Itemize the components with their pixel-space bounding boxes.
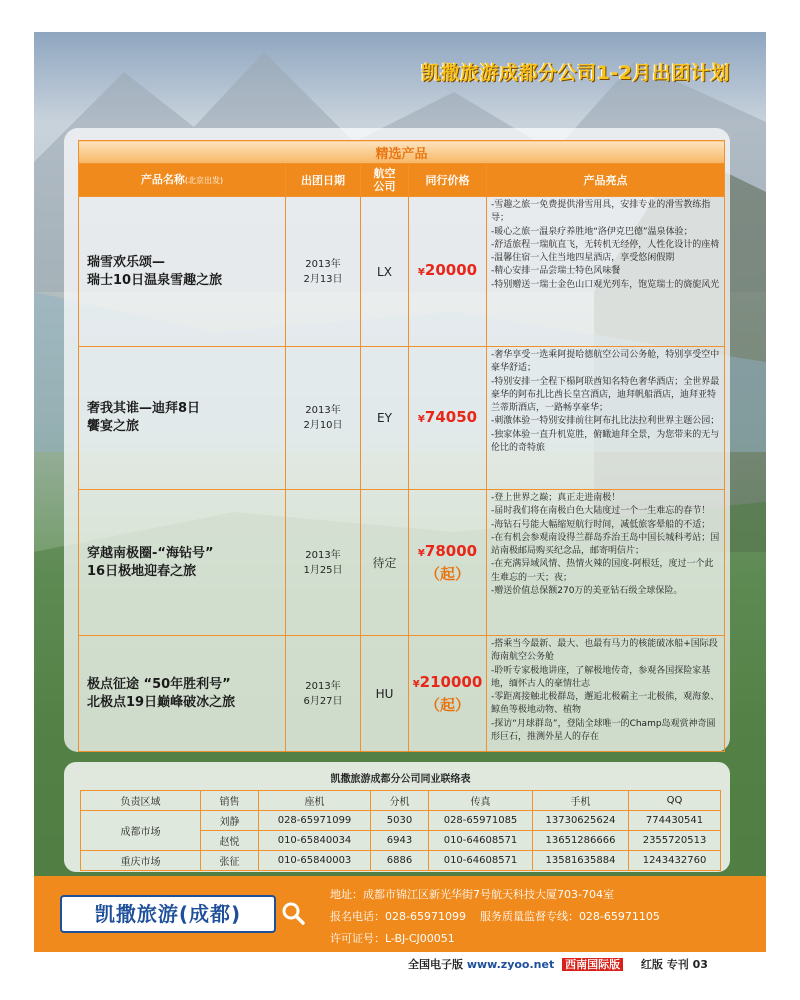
price: ¥74050 [409,347,487,490]
phone[interactable]: 010-65840034 [259,831,371,851]
departure-date: 2013年 2月10日 [286,347,361,490]
highlight-line: -刺激体验一特别安排前往阿布扎比法拉利世界主题公园； [491,416,720,427]
mobile[interactable]: 13651286666 [533,831,629,851]
header-mobile: 手机 [533,791,629,811]
departure-date: 2013年 2月13日 [286,197,361,347]
departure-date: 2013年 1月25日 [286,490,361,636]
search-icon[interactable] [280,900,306,926]
header-phone: 座机 [259,791,371,811]
highlight-line: -赠送价值总保额270万的美亚钻石级全球保险。 [491,586,683,597]
airline-code: 待定 [361,490,409,636]
table-row [79,490,725,636]
product-name[interactable]: 奢我其谁—迪拜8日 饗宴之旅 [79,347,286,490]
contacts-table [80,764,721,871]
highlight-line: -雪趣之旅一免费提供滑雪用具，安排专业的滑雪教练指导； [491,200,711,224]
sales-name: 赵悦 [201,831,259,851]
highlight-line: -在充满异域风情、热情火辣的国度-阿根廷，度过一个此生难忘的一天；夜； [491,559,714,583]
qq[interactable]: 2355720513 [629,831,721,851]
highlights [487,347,725,490]
header-region: 负责区域 [81,791,201,811]
contacts-title: 凯撒旅游成都分公司同业联络表 [330,773,471,785]
header-qq: QQ [629,791,721,811]
highlight-line: -海钻石号能大幅缩短航行时间，减低旅客晕船的不适； [491,519,711,530]
table-row [79,197,725,347]
col-date: 出团日期 [286,164,361,197]
highlight-line: -精心安排一品尝瑞士特色风味餐 [491,266,621,277]
fax: 010-64608571 [429,831,533,851]
phone-text: 报名电话：028-65971099 服务质量监督专线：028-65971105 [330,910,660,923]
license-text: 许可证号：L-BJ-CJ00051 [330,932,455,945]
table-row [79,636,725,752]
highlights [487,636,725,752]
highlight-line: -登上世界之巅；真正走进南极！ [491,493,621,503]
edition-badge: 西南国际版 [562,958,623,971]
sales-name: 刘静 [201,811,259,831]
header-ext: 分机 [371,791,429,811]
phone[interactable]: 028-65971099 [259,811,371,831]
fax: 028-65971085 [429,811,533,831]
region: 成都市场 [81,811,201,851]
contact-row [81,811,721,831]
col-price: 同行价格 [409,164,487,197]
contacts-header-row [81,791,721,811]
highlight-line: -暖心之旅一温泉疗养胜地“洛伊克巴德”温泉体验； [491,226,693,237]
highlight-line: -探访“月球群岛”，登陆全球唯一的Champ岛观赏神奇圆形巨石，推测外星人的存在 [491,718,716,743]
section-title: 精选产品 [79,141,725,164]
highlight-line: -搭乘当今最新、最大、也最有马力的核能破冰船+国际段海南航空公务舱 [491,639,718,663]
highlight-line: -独家体验一直升机览胜，俯瞰迪拜全景，为您带来的无与伦比的奇特旅 [491,429,720,454]
phone[interactable]: 010-65840003 [259,851,371,871]
price: ¥78000 （起） [409,490,487,636]
highlight-line: -奢华享受一选乘阿提哈德航空公司公务舱，特别享受空中豪华舒适； [491,350,720,374]
fax: 010-64608571 [429,851,533,871]
price: ¥210000 （起） [409,636,487,752]
highlights [487,197,725,347]
highlight-line: -舒适旅程一瑞航直飞，无转机无经停，人性化设计的座椅 [491,239,720,250]
highlight-line: -聆听专家极地讲座，了解极地传奇，参观各国探险家基地，缅怀古人的豪情壮志 [491,665,711,689]
bottom-bar [408,956,708,974]
highlight-line: -零距离接触北极群岛，邂逅北极霸主一北极熊，观海象、鲸鱼等极地动物、植物 [491,692,720,716]
highlights [487,490,725,636]
product-name[interactable]: 穿越南极圈-“海钻号” 16日极地迎春之旅 [79,490,286,636]
address-text: 地址：成都市锦江区新光华街7号航天科技大厦703-704室 [330,888,614,901]
qq[interactable]: 1243432760 [629,851,721,871]
edition-label: 全国电子版 [408,958,463,971]
col-airline: 航空 公司 [361,164,409,197]
product-name[interactable]: 瑞雪欢乐颂— 瑞士10日温泉雪趣之旅 [79,197,286,347]
highlight-line: -特别赠送一瑞士金色山口观光列车，饱览瑞士的旖旎风光 [491,279,720,290]
mobile[interactable]: 13581635884 [533,851,629,871]
header-sales: 销售 [201,791,259,811]
highlight-line: -特别安排一全程下榻阿联酋知名特色奢华酒店；全世界最豪华的阿布扎比酋长皇宫酒店，迪拜帆船酒店，迪拜亚特兰蒂斯酒店，一路畅享豪华； [491,376,720,414]
highlight-line: -在有机会参观南设得兰群岛乔治王岛中国长城科考站；国站南极邮局购买纪念品，邮寄明信片； [491,532,720,557]
sales-name: 张征 [201,851,259,871]
company-logo[interactable]: 凯撒旅游(成都) [60,895,276,933]
header-fax: 传真 [429,791,533,811]
airline-code: HU [361,636,409,752]
region: 重庆市场 [81,851,201,871]
contact-info [330,884,660,950]
table-header-row [79,164,725,197]
issue-label: 红版 专刊 03 [640,958,708,971]
website-link[interactable]: www.zyoo.net [466,958,555,971]
qq[interactable]: 774430541 [629,811,721,831]
highlight-line: -届时我们将在南极白色大陆度过一个一生难忘的春节！ [491,506,711,517]
col-highlights: 产品亮点 [487,164,725,197]
airline-code: EY [361,347,409,490]
highlight-line: -温馨住宿一入住当地四星酒店，享受悠闲假期 [491,253,675,264]
col-name: 产品名称(北京出发) [79,164,286,197]
airline-code: LX [361,197,409,347]
extension: 6943 [371,831,429,851]
extension: 6886 [371,851,429,871]
mobile[interactable]: 13730625624 [533,811,629,831]
page-title: 凯撒旅游成都分公司1-2月出团计划 [421,62,730,84]
price: ¥20000 [409,197,487,347]
departure-date: 2013年 6月27日 [286,636,361,752]
products-table [78,140,725,752]
product-name[interactable]: 极点征途 “50年胜利号” 北极点19日巅峰破冰之旅 [79,636,286,752]
extension: 5030 [371,811,429,831]
contact-row [81,851,721,871]
table-row [79,347,725,490]
